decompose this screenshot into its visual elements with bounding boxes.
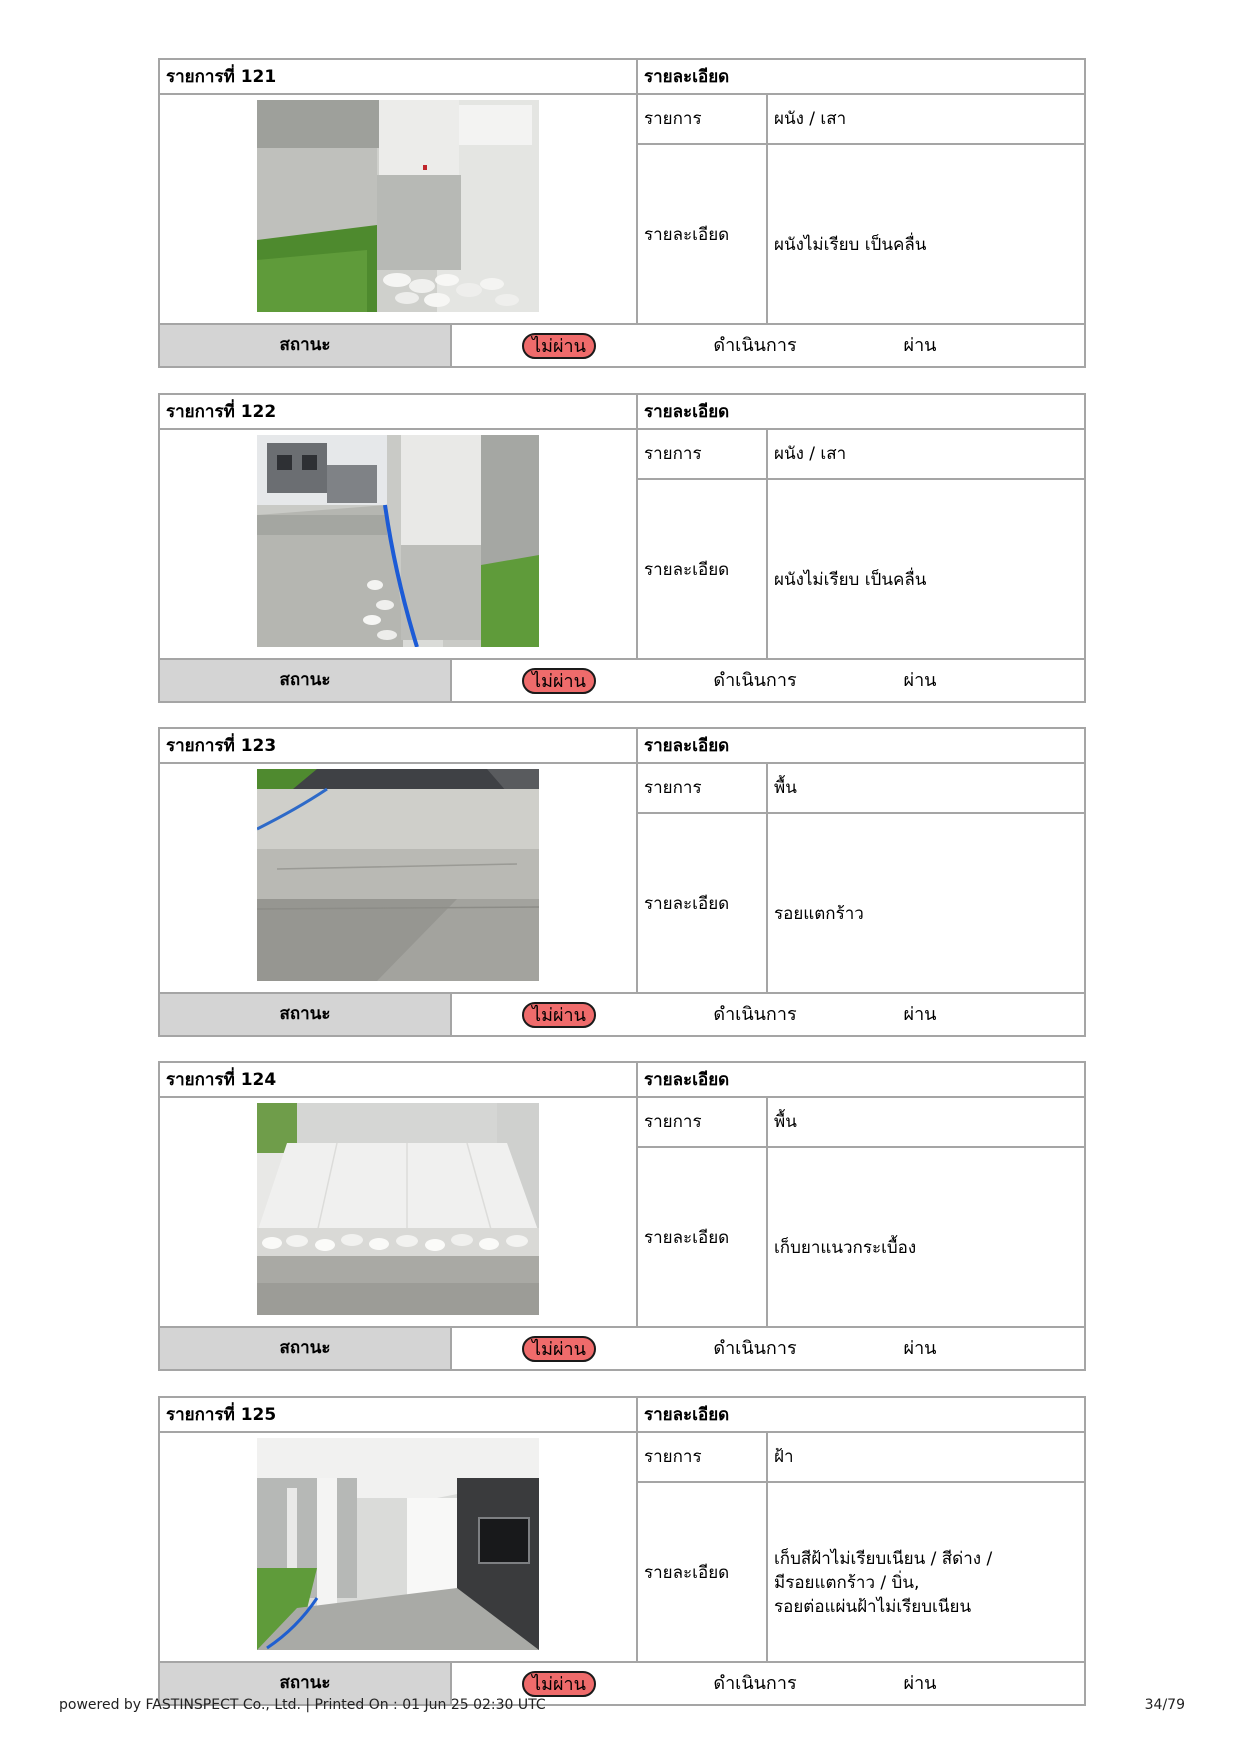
status-label: สถานะ — [160, 660, 452, 701]
item-detail: ผนังไม่เรียบ เป็นคลื่น — [774, 235, 927, 255]
status-pass-option[interactable]: ผ่าน — [903, 1673, 937, 1694]
item-category: พื้น — [768, 1098, 1084, 1148]
status-in-progress-option[interactable]: ดำเนินการ — [713, 1004, 797, 1025]
status-in-progress-option[interactable]: ดำเนินการ — [713, 670, 797, 691]
status-label: สถานะ — [160, 994, 452, 1035]
details-header: รายละเอียด — [638, 395, 1084, 430]
item-title: รายการที่ 124 — [160, 1063, 638, 1098]
item-detail: ผนังไม่เรียบ เป็นคลื่น — [774, 570, 927, 590]
status-in-progress-option[interactable]: ดำเนินการ — [713, 335, 797, 356]
status-row — [160, 658, 1084, 701]
status-in-progress-option[interactable]: ดำเนินการ — [713, 1673, 797, 1694]
photo-cell — [160, 1433, 638, 1661]
photo-cell — [160, 764, 638, 992]
item-category: ผนัง / เสา — [768, 95, 1084, 145]
details-label: รายละเอียด — [638, 1148, 768, 1326]
footer-printed-info: powered by FASTINSPECT Co., Ltd. | Printed On : 01 Jun 25 02:30 UTC — [59, 1697, 546, 1713]
photo-cell — [160, 95, 638, 323]
status-fail-badge[interactable]: ไม่ผ่าน — [522, 1002, 596, 1028]
photo-column-driveway-icon[interactable] — [257, 435, 539, 647]
photo-cell — [160, 1098, 638, 1326]
status-fail-badge[interactable]: ไม่ผ่าน — [522, 333, 596, 359]
status-label: สถานะ — [160, 325, 452, 366]
status-fail-badge[interactable]: ไม่ผ่าน — [522, 1671, 596, 1697]
item-title: รายการที่ 122 — [160, 395, 638, 430]
inspection-card-123 — [158, 727, 1086, 1037]
item-label: รายการ — [638, 764, 768, 814]
item-detail: รอยแตกร้าว — [774, 904, 864, 924]
details-label: รายละเอียด — [638, 1483, 768, 1661]
inspection-card-121 — [158, 58, 1086, 368]
inspection-card-125 — [158, 1396, 1086, 1706]
status-label: สถานะ — [160, 1663, 452, 1704]
status-fail-badge[interactable]: ไม่ผ่าน — [522, 668, 596, 694]
photo-column-base-icon[interactable] — [257, 100, 539, 312]
item-label: รายการ — [638, 1433, 768, 1483]
details-header: รายละเอียด — [638, 729, 1084, 764]
item-detail: เก็บสีฝ้าไม่เรียบเนียน / สีด่าง / มีรอยแตกร้าว / บิ่น, รอยต่อแผ่นฝ้าไม่เรียบเนียน — [774, 1549, 993, 1617]
details-header: รายละเอียด — [638, 1398, 1084, 1433]
item-title: รายการที่ 123 — [160, 729, 638, 764]
item-label: รายการ — [638, 1098, 768, 1148]
details-label: รายละเอียด — [638, 145, 768, 323]
item-category: ฝ้า — [768, 1433, 1084, 1483]
item-label: รายการ — [638, 430, 768, 480]
status-pass-option[interactable]: ผ่าน — [903, 335, 937, 356]
status-label: สถานะ — [160, 1328, 452, 1369]
footer-page-number: 34/79 — [1144, 1697, 1185, 1713]
item-title: รายการที่ 125 — [160, 1398, 638, 1433]
item-detail: เก็บยาแนวกระเบื้อง — [774, 1238, 917, 1258]
status-fail-badge[interactable]: ไม่ผ่าน — [522, 1336, 596, 1362]
status-pass-option[interactable]: ผ่าน — [903, 1338, 937, 1359]
photo-carport-ceiling-icon[interactable] — [257, 1438, 539, 1650]
details-label: รายละเอียด — [638, 814, 768, 992]
status-pass-option[interactable]: ผ่าน — [903, 1004, 937, 1025]
status-row — [160, 992, 1084, 1035]
inspection-card-122 — [158, 393, 1086, 703]
photo-cell — [160, 430, 638, 658]
status-in-progress-option[interactable]: ดำเนินการ — [713, 1338, 797, 1359]
photo-concrete-floor-icon[interactable] — [257, 769, 539, 981]
status-row — [160, 323, 1084, 366]
item-category: พื้น — [768, 764, 1084, 814]
photo-tile-floor-icon[interactable] — [257, 1103, 539, 1315]
item-category: ผนัง / เสา — [768, 430, 1084, 480]
status-pass-option[interactable]: ผ่าน — [903, 670, 937, 691]
inspection-card-124 — [158, 1061, 1086, 1371]
status-row — [160, 1326, 1084, 1369]
item-title: รายการที่ 121 — [160, 60, 638, 95]
details-header: รายละเอียด — [638, 1063, 1084, 1098]
details-label: รายละเอียด — [638, 480, 768, 658]
details-header: รายละเอียด — [638, 60, 1084, 95]
item-label: รายการ — [638, 95, 768, 145]
